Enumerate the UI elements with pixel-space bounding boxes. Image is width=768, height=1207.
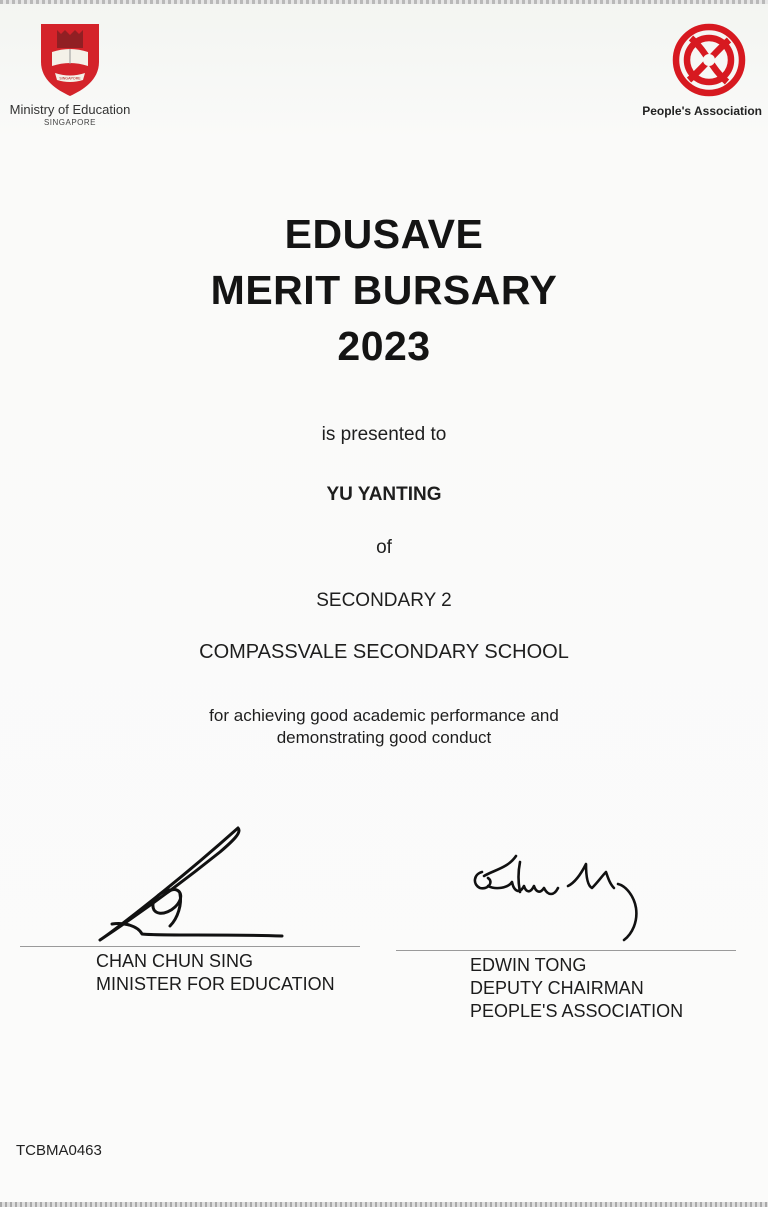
of-text: of	[376, 537, 392, 558]
presented-text: is presented to	[321, 424, 447, 445]
moe-crest-icon	[35, 18, 105, 98]
signature-block-right	[396, 842, 736, 1023]
award-reason-line-2: demonstrating good conduct	[276, 728, 492, 747]
recipient-name: YU YANTING	[326, 484, 442, 505]
certificate-number: TCBMA0463	[16, 1142, 102, 1159]
signature-edwin-tong	[396, 842, 736, 950]
pa-knot-icon	[667, 18, 751, 102]
signature-block-left	[20, 822, 360, 996]
school-name: COMPASSVALE SECONDARY SCHOOL	[199, 641, 569, 663]
signatory-name-left: CHAN CHUN SING	[96, 951, 254, 971]
moe-logo	[0, 18, 140, 127]
pa-logo	[634, 18, 764, 118]
pa-name: People's Association	[642, 104, 762, 118]
signatory-title-right-1: DEPUTY CHAIRMAN	[470, 978, 644, 998]
scan-edge-top	[0, 0, 768, 4]
award-reason	[0, 705, 768, 749]
title-line-1: EDUSAVE	[284, 211, 484, 257]
moe-name: Ministry of Education	[9, 102, 131, 117]
title-line-2: MERIT BURSARY	[210, 267, 558, 313]
scan-edge-bottom	[0, 1202, 768, 1207]
award-reason-line-1: for achieving good academic performance and	[209, 706, 559, 725]
signatory-name-right: EDWIN TONG	[470, 955, 587, 975]
certificate-title	[0, 206, 768, 374]
moe-country: SINGAPORE	[43, 118, 97, 127]
student-level: SECONDARY 2	[316, 590, 452, 611]
signatory-title-right-2: PEOPLE'S ASSOCIATION	[470, 1001, 684, 1021]
signatory-title-left: MINISTER FOR EDUCATION	[96, 974, 335, 994]
title-line-3: 2023	[337, 323, 431, 369]
svg-text:SINGAPORE: SINGAPORE	[59, 76, 81, 81]
signature-chan-chun-sing	[20, 822, 360, 946]
